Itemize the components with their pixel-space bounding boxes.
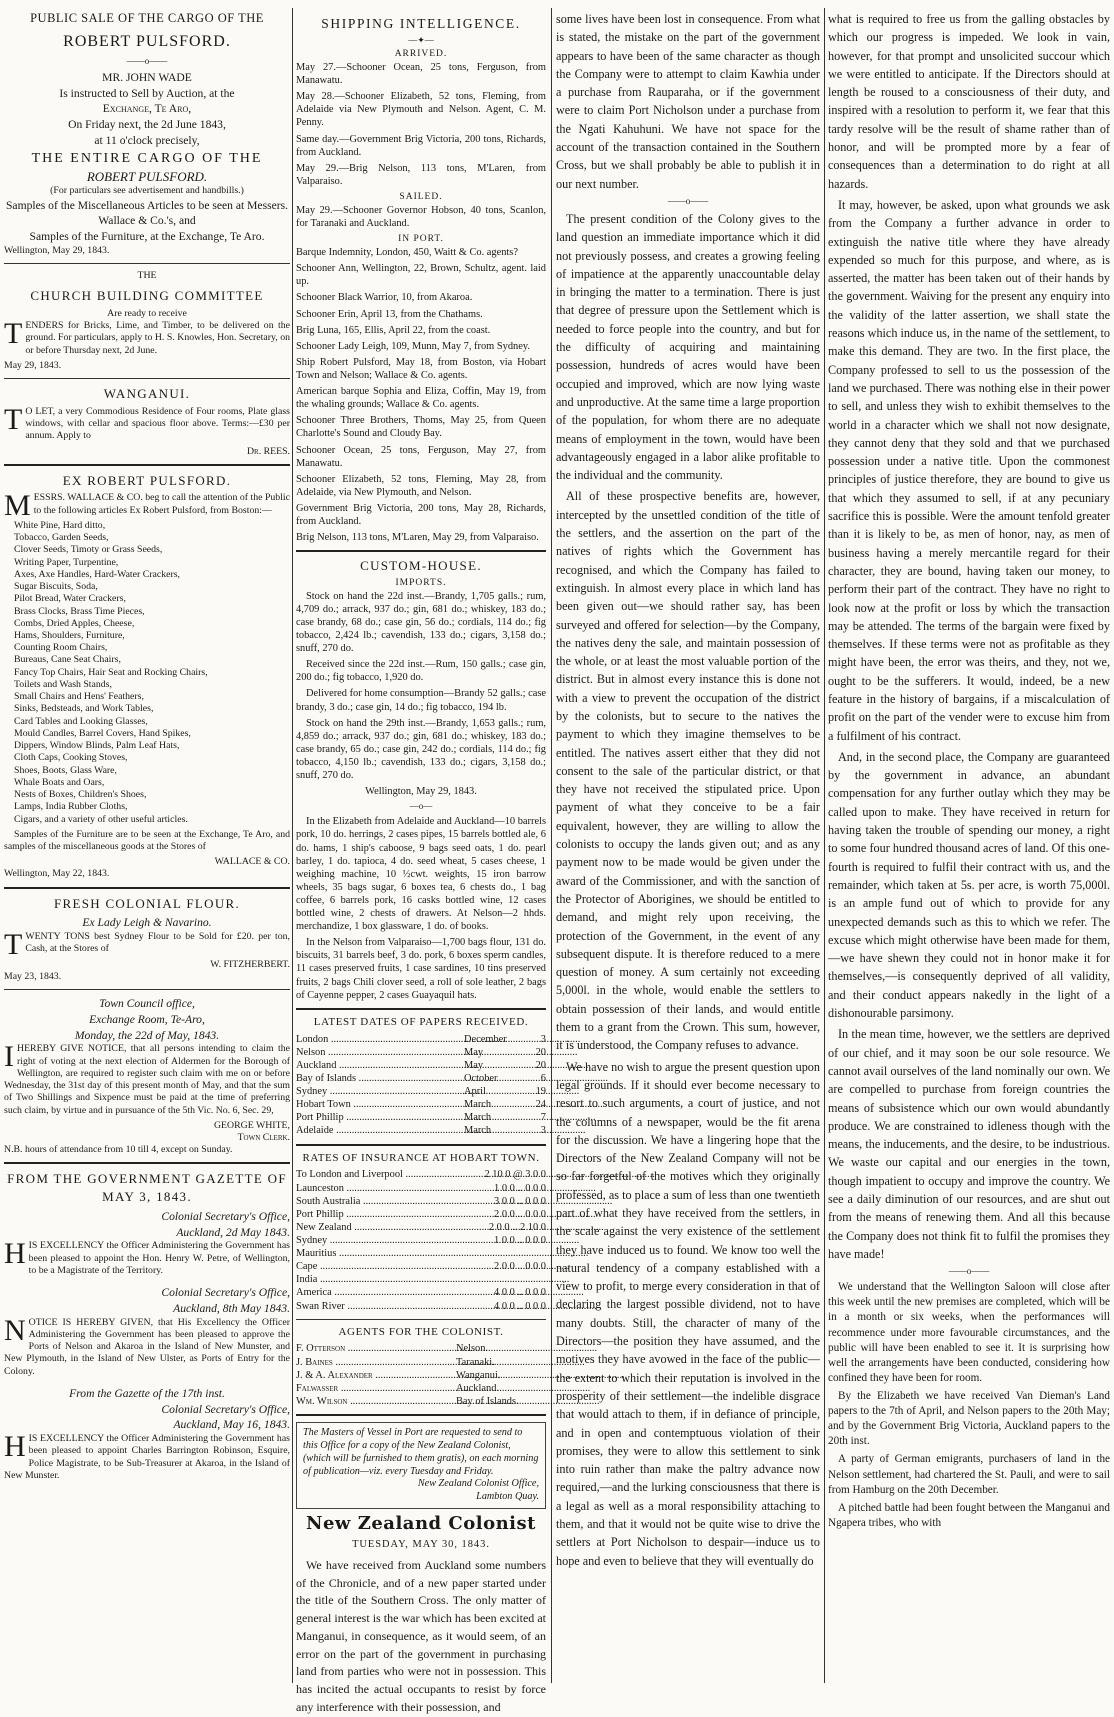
wanganui-heading: WANGANUI. — [103, 386, 191, 402]
shipping-intelligence — [296, 15, 546, 544]
column-divider — [292, 8, 293, 1683]
agent-row — [296, 1369, 546, 1382]
article-paragraph: what is required to free us from the galling obstacles by which our progress is impeded. We look in vain, however, for that prompt and unsolicited succour which we were entitled to anticipate. If the Directors should at length be roused to a consciousness of their duty, and inspired with a resolution to perform it, we fear that this tardy resolve will be the result of shame rather than of honor, and will be prompted more by a fear of consequences than a determination to do right at all hazards. — [828, 12, 1110, 191]
ex-pulsford-signature: WALLACE & CO. — [214, 856, 290, 868]
council-title: Town Clerk. — [237, 1131, 290, 1143]
divider — [4, 378, 290, 379]
insurance-rate: 2 10 0 @ 3 0 0 — [484, 1169, 546, 1181]
gazette-body: IS EXCELLENCY the Officer Administering the Government has been pleased to appoint the Hon. Henry W. Petre, of Wellington, to be a Magistrate of the Territory. — [28, 1240, 290, 1276]
customs-paragraph: Stock on hand the 29th inst.—Brandy, 1,653 galls.; rum, 4,859 do.; arrack, 937 do.; gin, 681 do.; whiskey, 183 do.; case brandy, 65 do.; case gin, 242 do.; cordials, 114 do.; fig tobacco, 4,150 lb.; cavendish, 133 do.; cigars, 3,158 do.; snuff, 270 do. — [296, 717, 546, 782]
article-paragraph: All of these prospective benefits are, however, intercepted by the unsettled condition of the title of the settlers, and the assertion on the part of the natives of rights which the Government has recognised, and which the Company has failed to extinguish. In almost every place in which land has been given out—we should rather say, has been surveyed and offered for selection—by the Company, the natives deny the sale, and maintain possession of the whole, or at least the most valuable portion of the district. But in almost every instance this is done not with a view to prevent the occupation of the district by the colonists, but to secure to the natives the payment to which they imagine themselves to be entitled. The natives assert either that they did not consent to the sale of the particular district, or that they have not received the stipulated price. Upon payment of what they conceive to be a fair equivalent, however, they are willing to allow the colonists to occupy the lands given out; and as any payment now to be made would be given under the award of the Commissioner, and with the sanction of the Protector of Aborigines, we should be entitled to demand, and might rely upon receiving, the protection of the Government, in the event of any subsequent dispute. It is therefore reduced to a mere question of money. A sum certainly not exceeding 5,000l. in the whole, would enable the settlers to obtain possession of their lands, and would entitle them to a grant from the Crown. This sum, however, it is understood, the Company refuses to advance. — [556, 489, 820, 1053]
arrived-label: ARRIVED. — [394, 49, 448, 59]
drop-cap: T — [4, 317, 23, 351]
divider — [296, 1414, 546, 1416]
auctioneer-name: MR. JOHN WADE — [102, 70, 192, 84]
papers-place: Hobart Town ..... — [296, 1098, 464, 1111]
insurance-place: India ..... — [296, 1273, 454, 1286]
auction-line: ROBERT PULSFORD. — [86, 168, 208, 184]
council-nb: N.B. hours of attendance from 10 till 4, except on Sunday. — [4, 1144, 233, 1156]
auction-ship-name: ROBERT PULSFORD. — [63, 33, 231, 50]
goods-item: Bureaus, Cane Seat Chairs, — [14, 654, 121, 666]
goods-item: Sinks, Bedsteads, and Work Tables, — [14, 703, 154, 715]
agent-name: Falwasser ..... — [296, 1382, 456, 1395]
insurance-row — [296, 1208, 546, 1221]
insurance-row — [296, 1182, 546, 1195]
agent-row — [296, 1342, 546, 1355]
gazette-office-date: Auckland, 8th May 1843. — [173, 1301, 290, 1315]
agent-place: Taranaki. — [456, 1356, 495, 1368]
papers-day: 20 — [535, 1046, 546, 1058]
drop-cap: T — [4, 928, 23, 962]
goods-item: Small Chairs and Hens' Feathers, — [14, 691, 144, 703]
insurance-place: Cape ..... — [296, 1260, 454, 1273]
sailed-entry: May 29.—Schooner Governor Hobson, 40 tons, Scanlon, for Taranaki and Auckland. — [296, 204, 546, 230]
papers-month: May — [464, 1046, 484, 1058]
in-port-entry: Brig Nelson, 113 tons, M'Laren, May 29, from Valparaiso. — [296, 532, 539, 544]
council-line: Monday, the 22d of May, 1843. — [74, 1028, 220, 1042]
papers-row — [296, 1072, 546, 1085]
agents — [296, 1326, 546, 1408]
article-paragraph: The present condition of the Colony gives to the land question an immediate importance which it did not previously possess, and creates a growing feeling of impatience at the apparently unaccountable delay in bringing the matter to a termination. There is just that degree of pressure upon the Settlement which is needed to force people into the country, and but for the difficulty of acquiring and maintaining possession, hundreds of acres would have been occupied and improved, which are now lying waste and unproductive. At the same time a large proportion of the population, for whom there are no adequate means of employment in the town, would have been advantageously engaged in a labor alike profitable to the individual and the community. — [556, 211, 820, 483]
insurance-place: Sydney ..... — [296, 1234, 454, 1247]
papers-month: March — [464, 1099, 492, 1111]
auction-line: Samples of the Miscellaneous Articles to be seen at Messers. Wallace & Co.'s, and — [5, 198, 289, 228]
wanganui-notice — [4, 385, 290, 458]
council-signature: GEORGE WHITE, — [213, 1119, 290, 1131]
in-port-entry: Ship Robert Pulsford, May 18, from Boston, via Hobart Town and Nelson; Wallace & Co. agents. — [296, 356, 546, 381]
goods-item: Lamps, India Rubber Cloths, — [14, 801, 128, 813]
article-paragraph: It may, however, be asked, upon what grounds we ask from the Company a further advance in order to extinguish the native title where they have already expended so much for this purpose, and where, as is asserted, the matter has been taken out of their hands by the government. Waiving for the present any enquiry into the validity of the latter assertion, we shall state the reasons which induce us, in the name of the settlement, to make this demand. They are two. In the first place, the Company professed to sell to us the possession of the land we purchased. There was nothing else in their power to sell, and unless they wish to exhibit themselves to the world in a character which we shall not now designate, they cannot deny that they sold and that we purchased possession under a native title. Upon the commonest principles of justice therefore, they are bound to give us that which they assumed to sell, if at any pecuniary sacrifice this is possible. Were the amount tenfold greater than it is likely to be, as men of honor, nay, as men of business having a merely mercantile regard for their character, they are bound, having taken our money, to perform their part of the contract. They have no right to look now at the profit or loss by which the transaction may be attended. The terms of the bargain were fixed by themselves. If these terms were not as profitable as they might have been, the error was theirs, and they, not we, ought to be the sufferers. It would, indeed, be a new feature in the history of bargains, if a miscalculation of profit on the part of the vender were to excuse him from a fulfilment of his contract. — [828, 197, 1110, 743]
customs-import-nelson: In the Nelson from Valparaiso—1,700 bags flour, 131 do. biscuits, 31 barrels beef, 3 do. pork, 6 boxes sperm candles, 11 cases preserved fruits, 1 case sardines, 10 tins preserved fruits, 2 bags Chili clover seed, a roll of sole leather, 2 bags of Cayenne pepper, 2 cases Guayaquil hats. — [296, 937, 546, 1001]
papers-month: March — [464, 1125, 492, 1137]
insurance-row — [296, 1234, 546, 1247]
article-paragraph: We have no wish to argue the present question upon legal grounds. If it should ever become necessary to resort to such arguments, a court of justice, and not the columns of a newspaper, would be the fit arena for the discussion. We have a lingering hope that the Directors of the New Zealand Company will not be so far forgetful of the motives which they originally professed, as to place a sum of less than one twentieth part of what they have received from the settlers, in the scale against the very existence of the settlement they have induced us to found. We know too well the natural tendency of a company established with a view to profit, to merge every consideration in that of declaring the largest possible dividend, not to have many doubts. Still, the character of many of the Directors—the position they have assumed, and the motives they have avowed in the face of the public—the extent to which their reputation is involved in the prosperity of their settlement—the indelible disgrace that would attach to them, if in defiance of principle, and in open and contemptuous violation of their promises, they were to allow this settlement to sink into ruin rather than make the paltry advance now required,—and the lurking consciousness that there is a legal as well as a moral responsibility attaching to them, and that it would not be quite wise to drive the settlers at Port Nicholson to despair—induce us to hope and even to believe that they will eventually do — [556, 1059, 820, 1568]
article-paragraph: And, in the second place, the Company are guaranteed by the government in advance, an abundant compensation for any further outlay which they may be called upon to make. They have received in return for having taken the trouble of spending our money, a right to some four hundred thousand acres of land. Of this one-fourth is required to fulfil their contract with us, and the remainder, which taken at 5s. per acre, is worth 75,000l. is an ample fund out of which to provide for any unexpected demands such as this to which we refer. The excuse which might otherwise have been made for them, —we have shewn they could not in honor make it for themselves,—is consequently deprived of all validity, and their conduct appears nakedly in the light of a dishonourable parsimony. — [828, 749, 1110, 1021]
goods-item: Fancy Top Chairs, Hair Seat and Rocking Chairs, — [14, 666, 208, 678]
goods-item: Toilets and Wash Stands, — [14, 678, 112, 690]
arrival-entry: May 27.—Schooner Ocean, 25 tons, Ferguson, from Manawatu. — [296, 61, 546, 87]
church-notice — [4, 270, 290, 372]
church-heading: CHURCH BUILDING COMMITTEE — [30, 288, 264, 304]
divider — [296, 1008, 546, 1010]
goods-list — [14, 520, 290, 826]
gazette-office: Colonial Secretary's Office, — [161, 1286, 290, 1300]
flour-date: May 23, 1843. — [4, 970, 62, 982]
agent-row — [296, 1395, 546, 1408]
in-port-entry: Barque Indemnity, London, 450, Waitt & Co. agents? — [296, 247, 518, 259]
insurance-row — [296, 1168, 546, 1181]
flour-sub: Ex Lady Leigh & Navarino. — [82, 916, 212, 930]
insurance-place: Swan River ..... — [296, 1300, 454, 1313]
ornament: ——o—— — [667, 195, 709, 206]
in-port-entry: Government Brig Victoria, 200 tons, May 28, Richards, from Auckland. — [296, 502, 546, 528]
goods-item: Tobacco, Garden Seeds, — [14, 532, 109, 544]
auction-line: Is instructed to Sell by Auction, at the — [59, 86, 235, 100]
gazette-body: IS EXCELLENCY the Officer Administering the Government has been pleased to appoint Charles Barrington Robinson, Esquire, Police Magistrate, to be Sub-Treasurer at Akaroa, in the Island of New Munster. — [4, 1433, 290, 1481]
agent-place: Wanganui. — [456, 1369, 501, 1381]
drop-cap: I — [4, 1040, 14, 1074]
insurance-place: America ..... — [296, 1286, 454, 1299]
papers-day: 20 — [535, 1059, 546, 1071]
gazette-office: Colonial Secretary's Office, — [161, 1402, 290, 1416]
ornament: ——o—— — [126, 55, 168, 66]
papers-day: 3 — [540, 1033, 546, 1045]
goods-item: Combs, Dried Apples, Cheese, — [14, 617, 135, 629]
goods-item: Clover Seeds, Timoty or Grass Seeds, — [14, 544, 163, 556]
in-port-list — [296, 246, 546, 544]
insurance-row — [296, 1300, 546, 1313]
papers-received — [296, 1016, 546, 1138]
article-paragraph: In the mean time, however, we the settlers are deprived of our chief, and it may soon be our sole resource. We cannot avail ourselves of the land nominally our own. We are compelled to purchase from foreign countries the means of subsistence which our own would abundantly produce. We are constrained to idleness though with the means, the inducements, and the desire, to be industrious. We waste our capital and our energies in the town, though impatient to occupy and improve the country. We see a daily diminution of our resources, and are shut out from the means of renewing them. And all this because the Company does not think fit to fulfil the promises they have made! — [828, 1027, 1110, 1261]
masthead-date: TUESDAY, MAY 30, 1843. — [352, 1538, 490, 1550]
insurance-rate: 1 0 0 .. 0 0 0 — [494, 1182, 546, 1194]
insurance-rate: 2 0 0 .. 0 0 0 — [494, 1261, 546, 1273]
divider — [4, 263, 290, 264]
masters-notice-place: Lambton Quay. — [476, 1491, 539, 1503]
agent-row — [296, 1356, 546, 1369]
insurance-rate: 4 0 0 .. 0 0 0 — [494, 1300, 546, 1312]
gazette-heading: FROM THE GOVERNMENT GAZETTE OF MAY 3, 1843. — [7, 1171, 287, 1205]
divider — [4, 1162, 290, 1164]
papers-row — [296, 1085, 546, 1098]
news-paragraph: By the Elizabeth we have received Van Dieman's Land papers to the 7th of April, and Nelson papers to the 20th May; and by the Government Brig Victoria, Auckland papers to the 20th inst. — [828, 1389, 1110, 1448]
papers-place: Port Phillip ..... — [296, 1111, 464, 1124]
drop-cap: H — [4, 1430, 26, 1464]
arrival-entry: Same day.—Government Brig Victoria, 200 tons, Richards, from Auckland. — [296, 133, 546, 158]
goods-item: Pilot Bread, Water Crackers, — [14, 593, 126, 605]
in-port-label: IN PORT. — [398, 234, 444, 245]
agent-name: F. Otterson ..... — [296, 1342, 456, 1355]
papers-place: London ..... — [296, 1033, 464, 1046]
flour-notice — [4, 895, 290, 983]
papers-row — [296, 1033, 546, 1046]
divider — [4, 887, 290, 889]
insurance-place: Launceston ..... — [296, 1182, 454, 1195]
papers-place: Bay of Islands ..... — [296, 1072, 464, 1085]
auction-date: Wellington, May 29, 1843. — [4, 244, 110, 256]
flour-heading: FRESH COLONIAL FLOUR. — [53, 895, 241, 911]
sailed-label: SAILED. — [399, 191, 443, 202]
masters-notice-sign: New Zealand Colonist Office, — [417, 1478, 539, 1490]
agent-place: Bay of Islands. — [456, 1395, 519, 1407]
insurance-place: South Australia ..... — [296, 1195, 454, 1208]
auction-line: Exchange, Te Aro, — [102, 102, 192, 116]
insurance-rate: 3 0 0 .. 0 0 0 — [494, 1195, 546, 1207]
in-port-entry: American barque Sophia and Eliza, Coffin, May 19, from the whaling grounds; Wallace & Co. agents. — [296, 386, 546, 411]
drop-cap: H — [4, 1237, 26, 1271]
insurance-row — [296, 1247, 546, 1260]
customs-import-elizabeth: In the Elizabeth from Adelaide and Auckland—10 barrels pork, 10 do. herrings, 2 cases pipes, 15 barrels bottled ale, 6 do. hams, 1 ship's caboose, 9 bags seed oats, 1 do. pearl barley, 1 do. tapioca, 4 do. seed wheat, 5 cases cheese, 1 weighing machine, 10 ½cwt. weights, 15 iron barrow wheels, 35 bags sugar, 6 boxes tea, 6 chests do., 1 bag coffee, 6 barrels pork, 16 casks bottled wine, 12 cases bottled wine, 2 chests of drawers. At Nelson—2 hhds. merchandize, 1 box glassware, 1 do. of books. — [296, 816, 546, 933]
church-the: THE — [137, 270, 157, 282]
masters-notice — [296, 1422, 546, 1509]
agent-name: Wm. Wilson ..... — [296, 1395, 456, 1408]
insurance-place: Mauritius ..... — [296, 1247, 454, 1260]
gazette-office-date: Auckland, 2d May 1843. — [176, 1225, 290, 1239]
council-line: Town Council office, — [99, 997, 195, 1011]
gazette-from: From the Gazette of the 17th inst. — [69, 1386, 225, 1400]
flour-body: WENTY TONS best Sydney Flour to be Sold for £20. per ton, Cash, at the Stores of — [25, 931, 290, 955]
papers-day: 24 — [535, 1099, 546, 1111]
goods-item: Cigars, and a variety of other useful articles. — [14, 813, 188, 825]
papers-place: Auckland ..... — [296, 1059, 464, 1072]
goods-item: Sugar Biscuits, Soda, — [14, 581, 98, 593]
insurance-table — [296, 1168, 546, 1312]
papers-month: December — [464, 1033, 507, 1045]
auction-heading: PUBLIC SALE OF THE CARGO OF THE — [30, 11, 264, 25]
in-port-entry: Schooner Three Brothers, Thoms, May 25, from Queen Charlotte's Sound and Cloudy Bay. — [296, 415, 546, 440]
auction-line: Samples of the Furniture, at the Exchange, Te Aro. — [29, 230, 265, 244]
papers-day: 7 — [540, 1112, 546, 1124]
papers-place: Sydney ..... — [296, 1085, 464, 1098]
insurance-row — [296, 1195, 546, 1208]
customs-paragraph: Delivered for home consumption—Brandy 52 galls.; case brandy, 3 do.; case gin, 14 do.; fig tobacco, 194 lb. — [296, 688, 546, 713]
council-line: Exchange Room, Te-Aro, — [89, 1012, 205, 1026]
insurance-place: New Zealand ..... — [296, 1221, 454, 1234]
papers-day: 3 — [540, 1125, 546, 1137]
ornament: ——o—— — [948, 1266, 990, 1277]
customs-date: Wellington, May 29, 1843. — [365, 786, 477, 798]
auction-line: THE ENTIRE CARGO OF THE — [31, 150, 263, 166]
goods-item: Dippers, Window Blinds, Palm Leaf Hats, — [14, 740, 180, 752]
papers-place: Adelaide ..... — [296, 1124, 464, 1137]
column-4 — [828, 10, 1110, 1683]
news-paragraph: A party of German emigrants, purchasers of land in the Nelson settlement, had chartered the St. Pauli, and were to sail from Hamburg on the 20th December. — [828, 1453, 1110, 1496]
custom-house-heading: CUSTOM-HOUSE. — [360, 558, 482, 574]
in-port-entry: Schooner Ocean, 25 tons, Ferguson, May 27, from Manawatu. — [296, 444, 546, 469]
insurance-rates — [296, 1152, 546, 1313]
wanganui-signature: Dr. REES. — [246, 445, 290, 457]
agent-place: Auckland. — [456, 1382, 499, 1394]
insurance-row — [296, 1221, 546, 1234]
arrival-entry: May 29.—Brig Nelson, 113 tons, M'Laren, from Valparaiso. — [296, 162, 546, 187]
insurance-row — [296, 1286, 546, 1299]
insurance-rate: 2 0 0 .. 2 10 0 — [488, 1221, 546, 1233]
insurance-rate: 2 0 0 .. 0 0 0 — [494, 1208, 546, 1220]
papers-month: March — [464, 1112, 492, 1124]
goods-item: White Pine, Hard ditto, — [14, 519, 106, 531]
customs-paragraph: Received since the 22d inst.—Rum, 150 galls.; case gin, 200 do.; fig tobacco, 1,920 do. — [296, 659, 546, 684]
customs-paragraphs — [296, 590, 546, 783]
agent-name: J. Baines ..... — [296, 1356, 456, 1369]
ex-pulsford-tail: Samples of the Furniture are to be seen at the Exchange, Te Aro, and samples of the miscellaneous goods at the Stores of — [4, 828, 290, 852]
in-port-entry: Schooner Elizabeth, 52 tons, Fleming, May 28, from Adelaide, via New Plymouth, and Nelson. — [296, 473, 546, 498]
papers-month: October — [464, 1073, 498, 1084]
town-council-notice — [4, 996, 290, 1156]
divider — [296, 1319, 546, 1320]
insurance-place: To London and Liverpool ..... — [296, 1168, 454, 1181]
in-port-entry: Schooner Ann, Wellington, 22, Brown, Schultz, agent. laid up. — [296, 263, 546, 288]
agents-heading: AGENTS FOR THE COLONIST. — [338, 1325, 504, 1338]
papers-row — [296, 1046, 546, 1059]
ex-pulsford-heading: EX ROBERT PULSFORD. — [62, 472, 232, 488]
papers-day: 6 — [540, 1073, 546, 1084]
drop-cap: M — [4, 489, 31, 523]
goods-item: Nests of Boxes, Children's Shoes, — [14, 789, 147, 801]
gazette-notice — [4, 1170, 290, 1482]
wanganui-body: O LET, a very Commodious Residence of Four rooms, Plate glass windows, with cellar and spacious floor above. Terms:—£30 per annum. Apply to — [25, 405, 290, 442]
in-port-entry: Brig Luna, 165, Ellis, April 22, from the coast. — [296, 324, 491, 336]
agents-table — [296, 1342, 546, 1408]
article-paragraph: some lives have been lost in consequence. From what is stated, the mistake on the part of the government appears to have been of the same character as though the Company were to attempt to claim Kawhia under a purchase from Rauparaha, or if the government were to claim Port Nicholson under a purchase from the Ngati Kahuhuni. We have not space for the account of the transaction contained in the Southern Cross, but we shall probably be able to publish it in our next number. — [556, 12, 820, 191]
insurance-rate: 1 0 0 .. 0 0 0 — [494, 1234, 546, 1246]
in-port-entry: Schooner Erin, April 13, from the Chathams. — [296, 308, 483, 320]
arrivals-list — [296, 61, 546, 188]
ex-pulsford-date: Wellington, May 22, 1843. — [4, 868, 110, 880]
arrival-entry: May 28.—Schooner Elizabeth, 52 tons, Fleming, from Adelaide via New Plymouth and Nelson. Agent, C. M. Penny. — [296, 91, 546, 129]
divider — [296, 550, 546, 552]
flour-signature: W. FITZHERBERT. — [210, 958, 290, 970]
auction-line: On Friday next, the 2d June 1843, — [68, 118, 226, 132]
auction-notice — [4, 10, 290, 257]
insurance-row — [296, 1273, 546, 1286]
goods-item: Writing Paper, Turpentine, — [14, 556, 119, 568]
ex-pulsford-body: ESSRS. WALLACE & CO. beg to call the attention of the Public to the following articles Ex Robert Pulsford, from Boston:— — [33, 492, 290, 516]
lead-article: We have received from Auckland some numbers of the Chronicle, and of a new paper started under the title of the Southern Cross. The only matter of general interest is the war which has been excited at Manganui, in consequence, as it would seem, of an error on the part of the government in purchasing land from parties who were not in possession. This has incited the actual occupants to resist by force any interference with their possession, and — [296, 1557, 546, 1714]
gazette-body: OTICE IS HEREBY GIVEN, that His Excellency the Officer Administering the Government has been pleased to approve the Ports of Nelson and Akaroa in the Island of New Munster, and New Plymouth, in the Island of New Ulster, as Ports of Entry for the Colony. — [4, 1316, 290, 1377]
column-1 — [4, 10, 290, 1683]
agent-name: J. & A. Alexander ..... — [296, 1369, 456, 1382]
custom-house — [296, 558, 546, 1002]
papers-row — [296, 1098, 546, 1111]
column-2 — [296, 10, 546, 1714]
insurance-place: Port Phillip ..... — [296, 1208, 454, 1221]
agent-row — [296, 1382, 546, 1395]
shipping-heading: SHIPPING INTELLIGENCE. — [321, 16, 521, 31]
church-date: May 29, 1843. — [4, 359, 62, 371]
papers-row — [296, 1111, 546, 1124]
divider — [4, 989, 290, 990]
in-port-entry: Schooner Black Warrior, 10, from Akaroa. — [296, 292, 473, 304]
goods-item: Axes, Axe Handles, Hard-Water Crackers, — [14, 568, 180, 580]
divider — [296, 1144, 546, 1146]
auction-line: at 11 o'clock precisely, — [94, 133, 200, 147]
masters-notice-body: The Masters of Vessel in Port are requested to send to this Office for a copy of the New Zealand Colonist, (which will be furnished to them gratis), on each morning of publication—viz. every Tuesday and Friday. — [303, 1427, 539, 1477]
papers-table — [296, 1033, 546, 1138]
papers-row — [296, 1059, 546, 1072]
column-divider — [551, 8, 552, 1683]
customs-paragraph: Stock on hand the 22d inst.—Brandy, 1,705 galls.; rum, 4,709 do.; arrack, 937 do.; gin, 681 do.; whiskey, 183 do.; case brandy, 68 do.; case gin, 56 do.; cordials, 114 do.; fig tobacco, 2,424 lb.; cavendish, 133 do.; cigars, 3,158 do.; snuff, 270 do. — [296, 590, 546, 655]
column-divider — [824, 8, 825, 1683]
goods-item: Card Tables and Looking Glasses, — [14, 715, 148, 727]
agent-place: Nelson. — [456, 1343, 489, 1355]
drop-cap: N — [4, 1313, 26, 1347]
imports-label: IMPORTS. — [395, 577, 447, 588]
masthead-title: New Zealand Colonist — [306, 1513, 536, 1535]
church-body: ENDERS for Bricks, Lime, and Timber, to be delivered on the ground. For particulars, apply to H. S. Knowles, Hon. Secretary, on or before Thursday next, 2d June. — [25, 320, 290, 356]
papers-heading: LATEST DATES OF PAPERS RECEIVED. — [313, 1015, 529, 1028]
goods-item: Mould Candles, Barrel Covers, Hand Spikes, — [14, 727, 191, 739]
in-port-entry: Schooner Lady Leigh, 109, Munn, May 7, from Sydney. — [296, 340, 530, 352]
papers-place: Nelson ..... — [296, 1046, 464, 1059]
news-paragraph: A pitched battle had been fought between the Manganui and Ngapera tribes, who with — [828, 1501, 1110, 1529]
papers-month: May — [464, 1059, 484, 1071]
news-paragraph: We understand that the Wellington Saloon will close after this week until the new premises are completed, which will be in a month or six weeks, when the performances will recommence under more favourable circumstances, and the public will have been enabled to see it. It is surprising how well the arrangements have been conducted, considering how confined they have been for room. — [828, 1281, 1110, 1384]
goods-item: Counting Room Chairs, — [14, 642, 108, 654]
drop-cap: T — [4, 402, 23, 436]
papers-row — [296, 1124, 546, 1137]
papers-day: 19 — [535, 1086, 546, 1098]
auction-line: (For particulars see advertisement and handbills.) — [50, 185, 244, 197]
insurance-rate: 4 0 0 .. 0 0 0 — [494, 1287, 546, 1299]
divider — [4, 464, 290, 466]
gazette-office-date: Auckland, May 16, 1843. — [173, 1418, 290, 1432]
column-3 — [556, 10, 820, 1683]
ornament: —o— — [409, 801, 433, 812]
insurance-heading: RATES OF INSURANCE AT HOBART TOWN. — [302, 1151, 540, 1164]
ornament: —✦— — [408, 35, 434, 45]
goods-item: Cloth Caps, Cooking Stoves, — [14, 752, 128, 764]
insurance-row — [296, 1260, 546, 1273]
council-body: HEREBY GIVE NOTICE, that all persons intending to claim the right of voting at the next election of Aldermen for the Borough of Wellington, are required to register such claim with me on or before Wednesday, the 31st day of this present month of May, and that the sum of Two Shillings and Sixpence must be paid at the time of preferring such claim, by virtue and in pursuance of the 5th Vic. No. 6, Sec. 29, — [4, 1043, 290, 1116]
papers-month: April — [464, 1086, 486, 1098]
goods-item: Shoes, Boots, Glass Ware, — [14, 764, 117, 776]
goods-item: Brass Clocks, Brass Time Pieces, — [14, 605, 145, 617]
church-sub: Are ready to receive — [107, 307, 187, 319]
gazette-office: Colonial Secretary's Office, — [161, 1209, 290, 1223]
goods-item: Hams, Shoulders, Furniture, — [14, 629, 125, 641]
goods-item: Whale Boats and Oars, — [14, 776, 105, 788]
ex-pulsford-notice — [4, 472, 290, 881]
